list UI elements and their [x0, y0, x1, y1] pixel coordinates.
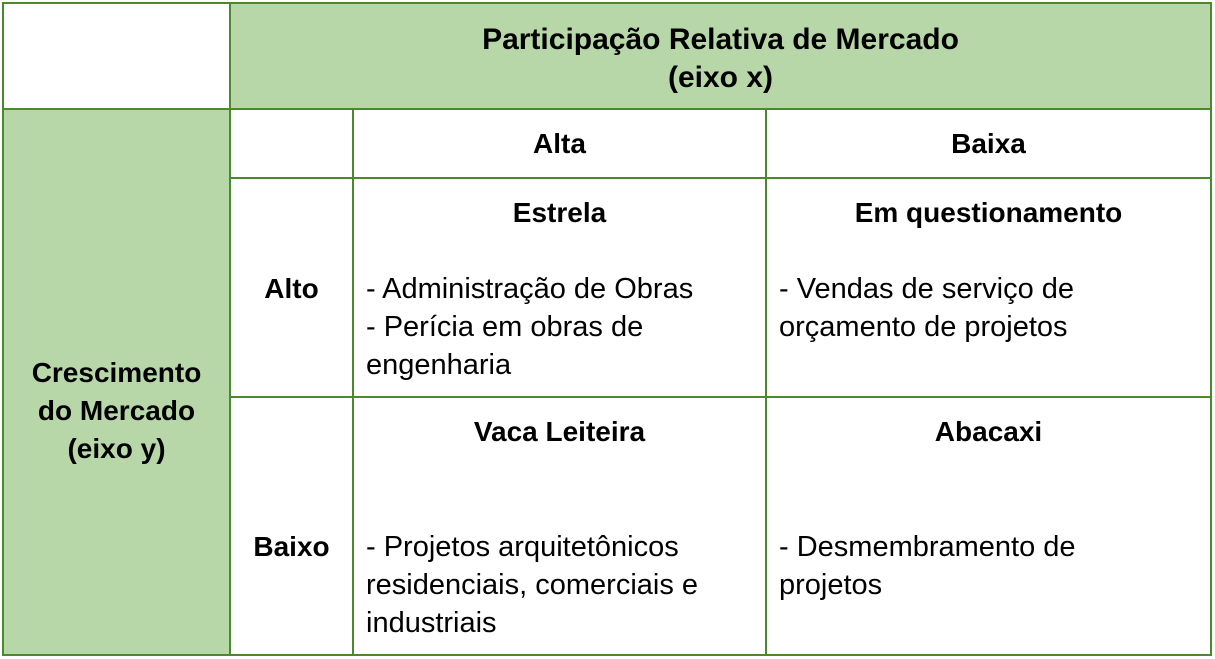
quadrant-pineapple-title: Abacaxi — [934, 416, 1043, 447]
quadrant-pineapple-line: - Desmembramento de — [779, 531, 1076, 563]
y-axis-title-line2: do Mercado — [37, 395, 196, 426]
quadrant-question-line: orçamento de projetos — [779, 311, 1068, 343]
y-axis-header-cell — [2, 108, 231, 656]
quadrant-cow-line: - Projetos arquitetônicos — [366, 531, 679, 563]
column-header-high-cell — [352, 108, 767, 179]
quadrant-star-items — [366, 270, 757, 384]
column-header-empty-cell — [229, 108, 354, 179]
quadrant-question-line: - Vendas de serviço de — [779, 273, 1075, 305]
column-header-low: Baixa — [951, 128, 1026, 159]
column-header-high: Alta — [533, 128, 586, 159]
quadrant-question — [765, 177, 1212, 398]
quadrant-cow-line: industriais — [366, 607, 497, 639]
quadrant-cow — [352, 396, 767, 656]
quadrant-cow-items — [366, 528, 757, 642]
quadrant-star-line: - Perícia em obras de — [366, 311, 644, 343]
quadrant-pineapple — [765, 396, 1212, 656]
row-header-low-cell — [229, 396, 354, 656]
row-header-low: Baixo — [253, 531, 330, 562]
corner-cell — [2, 2, 231, 110]
y-axis-title-line1: Crescimento — [31, 357, 202, 388]
quadrant-cow-title: Vaca Leiteira — [473, 416, 646, 447]
quadrant-question-items — [779, 270, 1202, 346]
quadrant-cow-line: residenciais, comerciais e — [366, 569, 699, 601]
row-header-high-cell — [229, 177, 354, 398]
quadrant-star-title: Estrela — [512, 197, 607, 228]
row-header-high: Alto — [264, 273, 319, 304]
x-axis-header-cell — [229, 2, 1212, 110]
y-axis-title-line3: (eixo y) — [67, 433, 166, 464]
x-axis-title-line1: Participação Relativa de Mercado — [482, 23, 959, 56]
quadrant-question-title: Em questionamento — [854, 197, 1123, 228]
column-header-low-cell — [765, 108, 1212, 179]
quadrant-star — [352, 177, 767, 398]
quadrant-star-line: - Administração de Obras — [366, 273, 694, 305]
quadrant-pineapple-line: projetos — [779, 569, 883, 601]
quadrant-star-line: engenharia — [366, 349, 512, 381]
quadrant-pineapple-items — [779, 528, 1202, 604]
x-axis-title-line2: (eixo x) — [667, 61, 774, 94]
